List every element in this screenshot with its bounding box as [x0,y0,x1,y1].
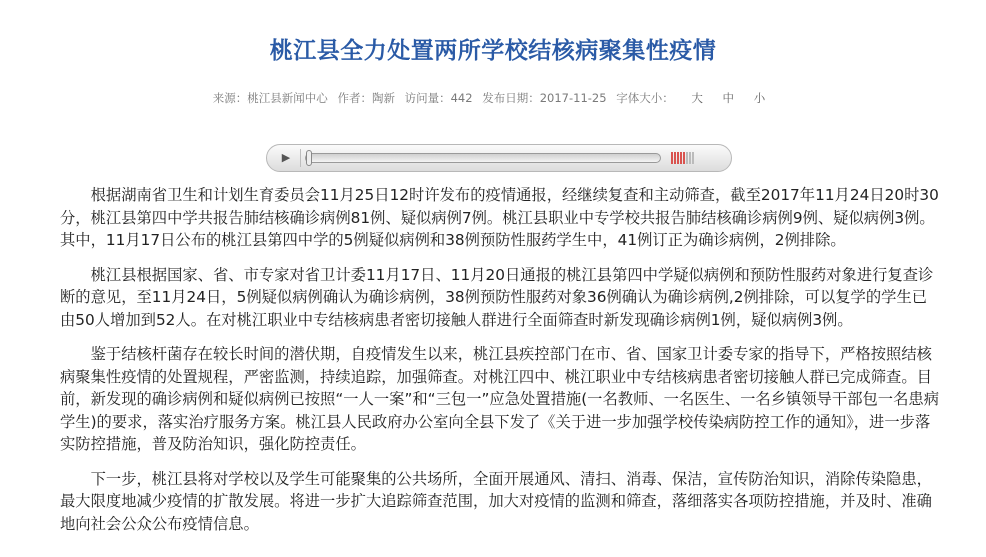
article-meta [0,90,986,106]
player-divider [300,149,301,167]
volume-bar [689,152,691,164]
paragraph: 下一步，桃江县将对学校以及学生可能聚集的公共场所，全面开展通风、清扫、消毒、保洁，宣传防治知识，消除传染隐患，最大限度地减少疫情的扩散发展。将进一步扩大追踪筛查范围，加大对疫情的监测和筛查，落细落实各项防控措施，并及时、准确地向社会公众公布疫情信息。 [60,469,932,533]
meta-views: 访问量：442 [404,91,473,105]
volume-bar [671,152,673,164]
article-body [60,184,940,547]
paragraph: 根据湖南省卫生和计划生育委员会11月25日12时许发布的疫情通报，经继续复查和主动筛查，截至2017年11月24日20时30分，桃江县第四中学共报告肺结核确诊病例81例、疑似病例7例。桃江县职业中专学校共报告肺结核确诊病例9例、疑似病例3例。其中，11月17日公布的桃江县第四中学的5例疑似病例和38例预防性服药学生中，41例订正为确诊病例，2例排除。 [60,186,939,249]
progress-knob[interactable] [306,150,312,166]
media-player [266,144,732,172]
article-title: 桃江县全力处置两所学校结核病聚集性疫情 [269,38,717,64]
meta-font-size-label: 字体大小： [616,91,674,105]
volume-control[interactable] [671,152,697,164]
volume-bar [686,152,688,164]
play-icon[interactable]: ▶ [281,151,291,164]
paragraph: 桃江县根据国家、省、市专家对省卫计委11月17日、11月20日通报的桃江县第四中学疑似病例和预防性服药对象进行复查诊断的意见，至11月24日，5例疑似病例确认为确诊病例，38例预防性服药对象36例确认为确诊病例,2例排除，可以复学的学生已由50人增加到52人。在对桃江职业中专结核病患者密切接触人群进行全面筛查时新发现确诊病例1例，疑似病例3例。 [60,265,934,329]
volume-bar [680,152,682,164]
font-size-medium-button[interactable]: 中 [722,91,735,105]
volume-bar [674,152,676,164]
font-size-small-button[interactable]: 小 [753,91,766,105]
meta-source: 来源：桃江县新闻中心 [212,91,328,105]
progress-track[interactable] [305,153,661,163]
volume-bar [692,152,694,164]
meta-date: 发布日期：2017-11-25 [482,91,607,105]
volume-bar [683,152,685,164]
font-size-large-button[interactable]: 大 [691,91,703,105]
meta-author: 作者：陶新 [337,91,395,105]
paragraph: 鉴于结核杆菌存在较长时间的潜伏期，自疫情发生以来，桃江县疾控部门在市、省、国家卫计委专家的指导下，严格按照结核病聚集性疫情的处置规程，严密监测，持续追踪，加强筛查。对桃江四中、桃江职业中专结核病患者密切接触人群已完成筛查。目前，新发现的确诊病例和疑似病例已按照“一人一案”和“三包一”应急处置措施(一名教师、一名医生、一名乡镇领导干部包一名患病学生)的要求，落实治疗服务方案。桃江县人民政府办公室向全县下发了《关于进一步加强学校传染病防控工作的通知》，进一步落实防控措施，普及防治知识，强化防控责任。 [60,345,939,453]
volume-bar [677,152,679,164]
